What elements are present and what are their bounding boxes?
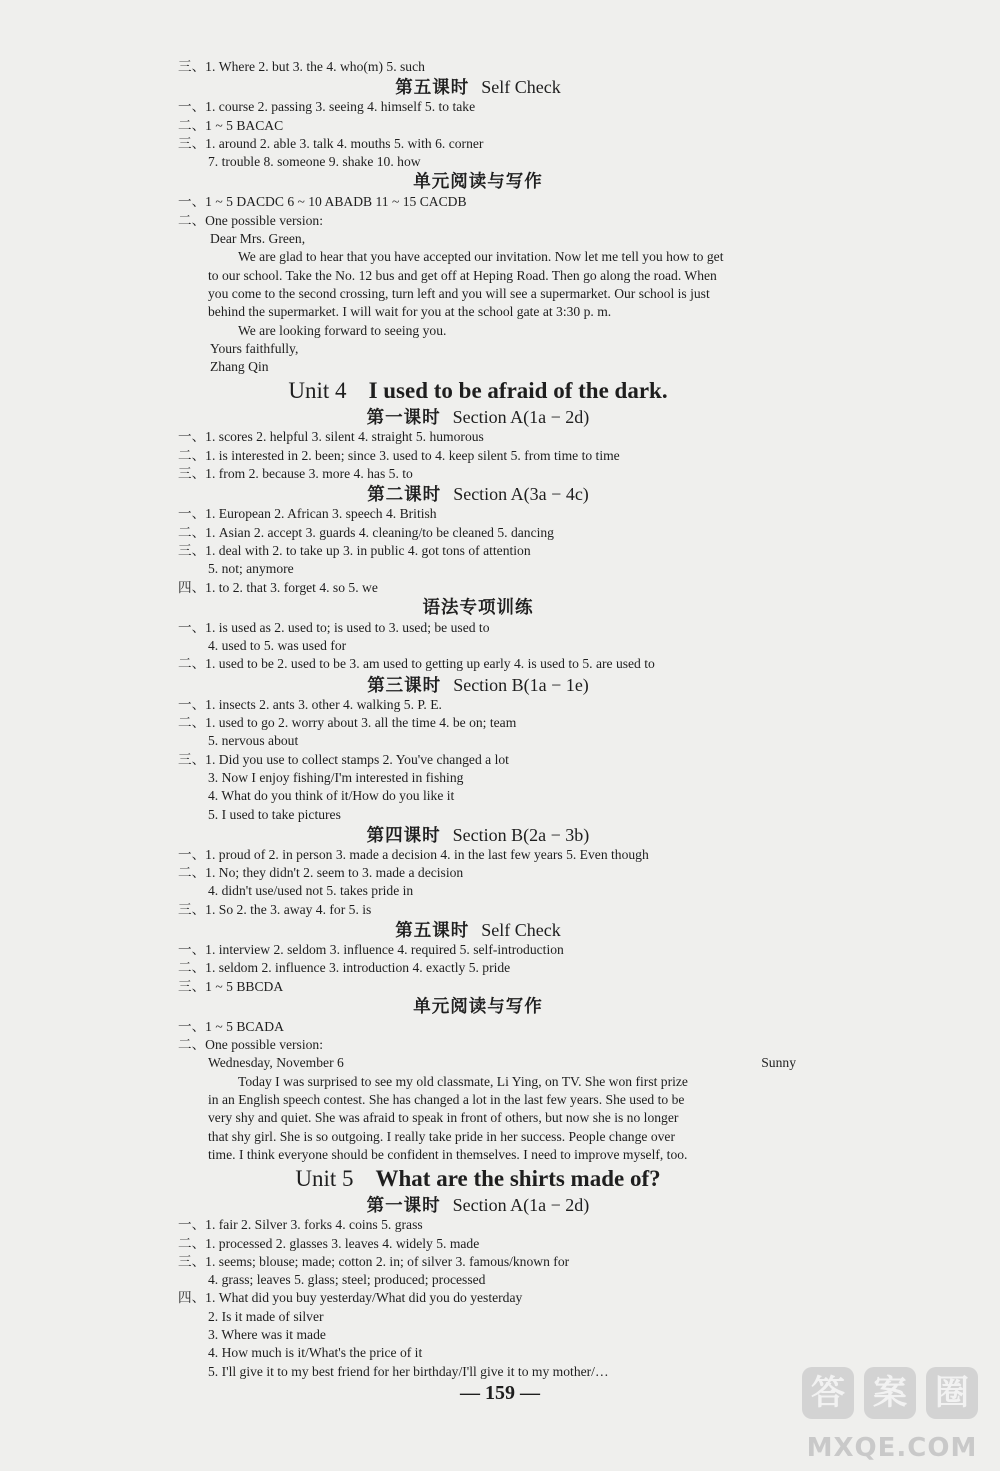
- section-heading: [178, 76, 778, 98]
- answer-text: 二、1 ~ 5 BACAC: [178, 117, 284, 133]
- section-lesson-label: 第一课时: [366, 1196, 441, 1217]
- answer-text: 二、One possible version:: [178, 212, 323, 228]
- answer-line: [208, 285, 768, 303]
- answer-line: [178, 117, 778, 135]
- answer-line: [208, 637, 808, 655]
- section-heading: [178, 406, 778, 428]
- answer-text: Zhang Qin: [210, 359, 269, 375]
- answer-text: 二、1. is interested in 2. been; since 3. used to 4. keep silent 5. from time to time: [178, 447, 620, 463]
- answer-text: 一、1. fair 2. Silver 3. forks 4. coins 5. grass: [178, 1217, 423, 1233]
- answer-line: [208, 560, 808, 578]
- answer-text: 7. trouble 8. someone 9. shake 10. how: [208, 154, 421, 170]
- answer-line: [178, 864, 778, 882]
- answer-line: [178, 1216, 778, 1234]
- answer-text: 二、One possible version:: [178, 1037, 323, 1053]
- answer-text: 三、1. deal with 2. to take up 3. in public 4. got tons of attention: [178, 542, 531, 558]
- answer-text: behind the supermarket. I will wait for you at the school gate at 3:30 p. m.: [208, 304, 612, 320]
- answer-line: [208, 1091, 768, 1109]
- section-title: Self Check: [481, 77, 561, 98]
- answer-line: [208, 732, 808, 750]
- answer-text: 一、1. course 2. passing 3. seeing 4. himself 5. to take: [178, 99, 476, 115]
- answer-text: 一、1. European 2. African 3. speech 4. British: [178, 506, 437, 522]
- answer-line: [178, 1036, 778, 1054]
- section-heading: [178, 919, 778, 941]
- answer-line: [178, 1253, 778, 1271]
- answer-text: Today I was surprised to see my old classmate, Li Ying, on TV. She won first prize: [238, 1073, 688, 1089]
- answer-text: 一、1. interview 2. seldom 3. influence 4. required 5. self-introduction: [178, 941, 564, 957]
- answer-text: 3. Where was it made: [208, 1327, 326, 1343]
- answer-line: [178, 465, 778, 483]
- answer-text: We are glad to hear that you have accepted our invitation. Now let me tell you how to get: [238, 249, 724, 265]
- section-lesson-label: 语法专项训练: [422, 597, 534, 618]
- answer-line: [208, 1109, 768, 1127]
- answer-line: [208, 769, 808, 787]
- answer-text: 一、1. proud of 2. in person 3. made a decision 4. in the last few years 5. Even though: [178, 846, 649, 862]
- answer-line: [208, 153, 808, 171]
- unit-heading: [178, 1164, 778, 1194]
- answer-line: [178, 447, 778, 465]
- answer-line: [208, 1326, 808, 1344]
- answer-line: [210, 358, 810, 376]
- answer-line: [178, 1289, 778, 1307]
- answer-text: 三、1. Did you use to collect stamps 2. You've changed a lot: [178, 751, 509, 767]
- answer-text: you come to the second crossing, turn left and you will see a supermarket. Our school is just: [208, 285, 710, 301]
- section-title: Section A(1a − 2d): [452, 1195, 590, 1216]
- section-heading: [178, 171, 778, 193]
- unit-number: Unit 5: [295, 1166, 354, 1192]
- section-heading: [178, 996, 778, 1018]
- answer-line: [208, 1363, 808, 1381]
- section-title: Section B(2a − 3b): [452, 824, 590, 845]
- answer-text: 二、1. used to be 2. used to be 3. am used to getting up early 4. is used to 5. are used to: [178, 656, 655, 672]
- section-title: Section B(1a − 1e): [453, 674, 589, 695]
- section-lesson-label: 第一课时: [366, 408, 441, 429]
- answer-text: 一、1. is used as 2. used to; is used to 3. used; be used to: [178, 619, 490, 635]
- watermark-char-1: 答: [802, 1367, 854, 1419]
- answer-line: [208, 1054, 808, 1072]
- answer-line: [208, 1344, 808, 1362]
- unit-heading: [178, 376, 778, 406]
- answer-text: 四、1. What did you buy yesterday/What did you do yesterday: [178, 1290, 523, 1306]
- answer-text: 三、1. from 2. because 3. more 4. has 5. to: [178, 466, 413, 482]
- section-heading: [178, 1194, 778, 1216]
- answer-text: 4. didn't use/used not 5. takes pride in: [208, 883, 414, 899]
- page-number: — 159 —: [460, 1382, 540, 1404]
- answer-text: Wednesday, November 6: [208, 1055, 344, 1071]
- answer-text: 一、1 ~ 5 BCADA: [178, 1018, 284, 1034]
- watermark-logo: [792, 1367, 992, 1467]
- answer-line: [178, 579, 778, 597]
- answer-text: that shy girl. She is so outgoing. I really take pride in her success. People change over: [208, 1128, 675, 1144]
- answer-line: [178, 212, 778, 230]
- answer-text: Dear Mrs. Green,: [210, 231, 306, 247]
- unit-title: What are the shirts made of?: [375, 1166, 661, 1192]
- answer-text: very shy and quiet. She was afraid to speak in front of others, but now she is no longer: [208, 1110, 679, 1126]
- answer-line: [178, 135, 778, 153]
- section-title: Self Check: [481, 919, 561, 940]
- answer-text: 3. Now I enjoy fishing/I'm interested in fishing: [208, 769, 464, 785]
- answer-text: 二、1. used to go 2. worry about 3. all the time 4. be on; team: [178, 715, 517, 731]
- section-heading: [178, 483, 778, 505]
- answer-line: [178, 714, 778, 732]
- answer-line: [178, 98, 778, 116]
- unit-number: Unit 4: [288, 378, 347, 404]
- answer-line: [208, 1073, 768, 1091]
- answer-line: [208, 1128, 768, 1146]
- answer-line: [178, 1018, 778, 1036]
- answer-text: 5. I used to take pictures: [208, 806, 341, 822]
- section-lesson-label: 第四课时: [366, 825, 441, 846]
- answer-text: 三、1. So 2. the 3. away 4. for 5. is: [178, 901, 372, 917]
- answer-text: 一、1. scores 2. helpful 3. silent 4. straight 5. humorous: [178, 429, 484, 445]
- answer-line: [208, 248, 768, 266]
- answer-text: 5. not; anymore: [208, 561, 294, 577]
- answer-text: 一、1 ~ 5 DACDC 6 ~ 10 ABADB 11 ~ 15 CACDB: [178, 194, 467, 210]
- answer-text: 4. How much is it/What's the price of it: [208, 1345, 423, 1361]
- section-title: Section A(1a − 2d): [452, 407, 590, 428]
- answer-text: We are looking forward to seeing you.: [238, 322, 447, 338]
- answer-text: 二、1. Asian 2. accept 3. guards 4. cleaning/to be cleaned 5. dancing: [178, 524, 554, 540]
- section-lesson-label: 第二课时: [367, 485, 442, 506]
- answer-text: 二、1. seldom 2. influence 3. introduction 4. exactly 5. pride: [178, 960, 511, 976]
- answer-line: [178, 846, 778, 864]
- answer-text: Yours faithfully,: [210, 340, 299, 356]
- section-heading: [178, 597, 778, 619]
- watermark-char-2: 案: [864, 1367, 916, 1419]
- answer-line: [208, 322, 768, 340]
- answer-line: [178, 655, 778, 673]
- answer-text: 三、1. seems; blouse; made; cotton 2. in; of silver 3. famous/known for: [178, 1253, 570, 1269]
- unit-title: I used to be afraid of the dark.: [368, 378, 668, 404]
- answer-line: [178, 941, 778, 959]
- section-heading: [178, 674, 778, 696]
- answer-line: [178, 959, 778, 977]
- answer-line: [210, 230, 810, 248]
- answer-text: in an English speech contest. She has changed a lot in the last few years. She used to be: [208, 1092, 685, 1108]
- answer-line: [208, 303, 768, 321]
- answer-line: [208, 882, 808, 900]
- watermark-url: MXQE.COM: [806, 1433, 978, 1463]
- answer-line: [178, 542, 778, 560]
- answer-line: [208, 1271, 808, 1289]
- answer-text: 4. used to 5. was used for: [208, 638, 347, 654]
- answer-line: [178, 428, 778, 446]
- answer-line: [208, 787, 808, 805]
- answer-line: [178, 901, 778, 919]
- answer-text: time. I think everyone should be confident in themselves. I need to improve myself, too.: [208, 1146, 688, 1162]
- answer-line: [208, 1308, 808, 1326]
- answer-line: [178, 696, 778, 714]
- watermark-char-3: 圈: [926, 1367, 978, 1419]
- section-title: Section A(3a − 4c): [453, 484, 589, 505]
- answer-line: [208, 267, 768, 285]
- section-lesson-label: 第五课时: [395, 78, 470, 99]
- answer-text: to our school. Take the No. 12 bus and get off at Heping Road. Then go along the road. When: [208, 267, 717, 283]
- answer-line: [208, 1146, 768, 1164]
- answer-text: 二、1. No; they didn't 2. seem to 3. made a decision: [178, 865, 464, 881]
- answer-text: 5. I'll give it to my best friend for her birthday/I'll give it to my mother/…: [208, 1363, 609, 1379]
- answer-line: [178, 505, 778, 523]
- section-heading: [178, 824, 778, 846]
- section-lesson-label: 单元阅读与写作: [413, 996, 543, 1017]
- answer-line: [178, 193, 778, 211]
- answer-text: 一、1. insects 2. ants 3. other 4. walking 5. P. E.: [178, 696, 442, 712]
- section-lesson-label: 第五课时: [395, 920, 470, 941]
- section-lesson-label: 第三课时: [367, 675, 442, 696]
- answer-text: 三、1. around 2. able 3. talk 4. mouths 5. with 6. corner: [178, 135, 484, 151]
- answer-line: [208, 806, 808, 824]
- author-name: Sunny: [761, 1055, 796, 1071]
- answer-line: [178, 978, 778, 996]
- answer-line: [178, 524, 778, 542]
- answer-text: 三、1. Where 2. but 3. the 4. who(m) 5. such: [178, 59, 425, 74]
- answer-line: [178, 1235, 778, 1253]
- answer-text: 四、1. to 2. that 3. forget 4. so 5. we: [178, 579, 378, 595]
- answer-text: 三、1 ~ 5 BBCDA: [178, 978, 284, 994]
- answer-text: 4. grass; leaves 5. glass; steel; produced; processed: [208, 1272, 486, 1288]
- answer-text: 4. What do you think of it/How do you like it: [208, 788, 455, 804]
- answer-text: 5. nervous about: [208, 733, 299, 749]
- section-lesson-label: 单元阅读与写作: [413, 172, 543, 193]
- answer-text: 2. Is it made of silver: [208, 1308, 324, 1324]
- answer-line: [178, 751, 778, 769]
- answer-text: 二、1. processed 2. glasses 3. leaves 4. widely 5. made: [178, 1235, 480, 1251]
- answer-line: [178, 58, 778, 76]
- answer-line: [210, 340, 810, 358]
- answer-line: [178, 619, 778, 637]
